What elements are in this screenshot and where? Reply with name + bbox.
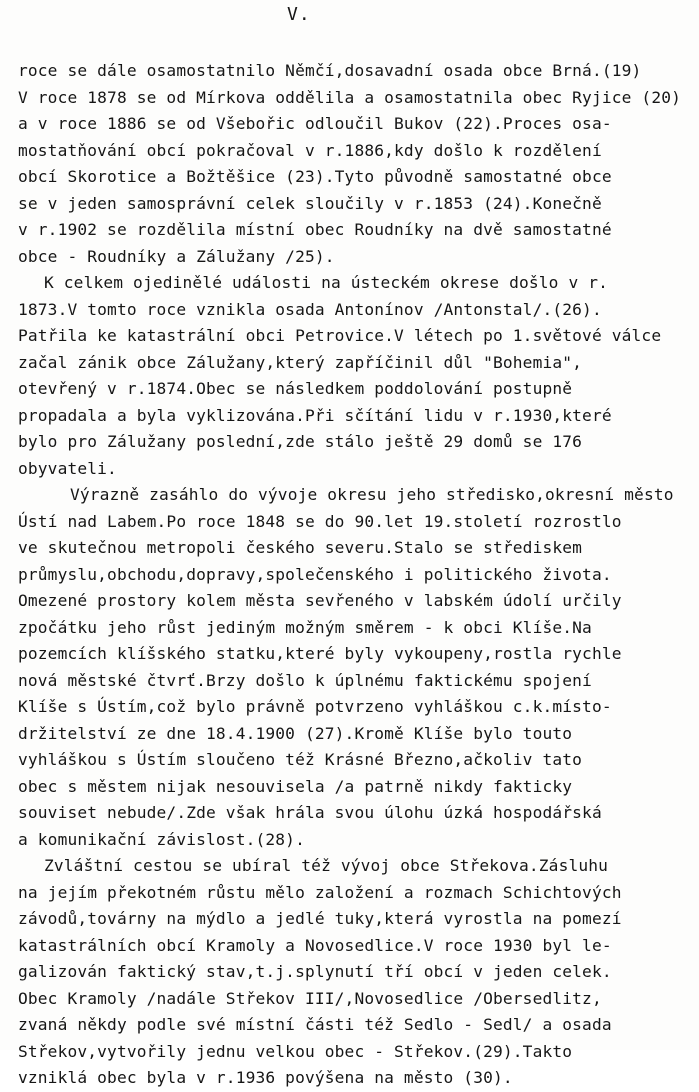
text-line: katastrálních obcí Kramoly a Novosedlice.V roce 1930 byl le- xyxy=(18,935,612,955)
text-line: propadala a byla vyklizována.Při sčítání lidu v r.1930,které xyxy=(18,405,612,425)
text-line: se v jeden samosprávní celek sloučily v r.1853 (24).Konečně xyxy=(18,193,602,213)
paragraph xyxy=(18,270,688,482)
text-line: začal zánik obce Zálužany,který zapříčinil důl "Bohemia", xyxy=(18,352,583,372)
text-line: v r.1902 se rozdělila místní obec Roudníky na dvě samostatné xyxy=(18,220,612,239)
text-line: bylo pro Zálužany poslední,zde stálo ještě 29 domů se 176 xyxy=(18,432,583,451)
text-line: roce se dále osamostatnilo Němčí,dosavadní osada obce Brná.(19) xyxy=(18,61,642,80)
text-line: obec s městem nijak nesouvisela /a patrně nikdy fakticky xyxy=(18,776,573,796)
page-number: V. xyxy=(287,4,311,25)
text-line: Ústí nad Labem.Po roce 1848 se do 90.let 19.století rozrostlo xyxy=(18,511,622,531)
paragraph xyxy=(18,482,688,853)
text-line: zvaná někdy podle své místní části též Sedlo - Sedl/ a osada xyxy=(18,1015,612,1034)
paragraph xyxy=(18,853,688,1092)
text-line: Obec Kramoly /nadále Střekov III/,Novosedlice /Obersedlitz, xyxy=(18,988,602,1008)
text-line: zpočátku jeho růst jediným možným směrem - k obci Klíše.Na xyxy=(18,617,592,637)
text-line: souviset nebude/.Zde však hrála svou úlohu úzká hospodářská xyxy=(18,803,602,822)
text-line: galizován faktický stav,t.j.splynutí tří obcí v jeden celek. xyxy=(18,962,612,981)
text-line: obcí Skorotice a Božtěšice (23).Tyto původně samostatné obce xyxy=(18,167,612,186)
text-line: a v roce 1886 se od Všebořic odloučil Bukov (22).Proces osa- xyxy=(18,114,612,133)
text-line: vyhláškou s Ústím sloučeno též Krásné Březno,ačkoliv tato xyxy=(18,750,583,769)
text-line: obce - Roudníky a Zálužany /25). xyxy=(18,246,335,266)
text-line: K celkem ojedinělé události na ústeckém okrese došlo v r. xyxy=(44,273,609,292)
text-line: ve skutečnou metropoli českého severu.Stalo se střediskem xyxy=(18,538,583,557)
text-line: pozemcích klíšského statku,které byly vykoupeny,rostla rychle xyxy=(18,644,622,663)
text-line: Zvláštní cestou se ubíral též vývoj obce Střekova.Zásluhu xyxy=(44,856,609,875)
text-line: Výrazně zasáhlo do vývoje okresu jeho středisko,okresní město xyxy=(70,485,674,504)
text-line: V roce 1878 se od Mírkova oddělila a osamostatnila obec Ryjice (20) xyxy=(18,87,682,107)
text-line: Omezené prostory kolem města sevřeného v labském údolí určily xyxy=(18,591,622,610)
paragraph xyxy=(18,58,688,270)
text-line: průmyslu,obchodu,dopravy,společenského i politického života. xyxy=(18,564,612,584)
text-line: otevřený v r.1874.Obec se následkem poddolování postupně xyxy=(18,379,573,398)
text-line: Patřila ke katastrální obci Petrovice.V létech po 1.světové válce xyxy=(18,326,662,345)
text-line: držitelství ze dne 18.4.1900 (27).Kromě Klíše bylo touto xyxy=(18,723,573,743)
text-line: nová městské čtvrť.Brzy došlo k úplnému faktickému spojení xyxy=(18,670,592,690)
text-line: na jejím překotném růstu mělo založení a rozmach Schichtových xyxy=(18,882,622,902)
text-line: vzniklá obec byla v r.1936 povýšena na město (30). xyxy=(18,1068,513,1087)
text-line: Klíše s Ústím,což bylo právně potvrzeno vyhláškou c.k.místo- xyxy=(18,697,612,716)
body-text xyxy=(18,58,688,1092)
text-line: mostatňování obcí pokračoval v r.1886,kdy došlo k rozdělení xyxy=(18,140,602,160)
text-line: závodů,továrny na mýdlo a jedlé tuky,která vyrostla na pomezí xyxy=(18,909,622,928)
text-line: 1873.V tomto roce vznikla osada Antonínov /Antonstal/.(26). xyxy=(18,299,602,319)
text-line: obyvateli. xyxy=(18,458,117,478)
text-line: a komunikační závislost.(28). xyxy=(18,829,305,849)
text-line: Střekov,vytvořily jednu velkou obec - Střekov.(29).Takto xyxy=(18,1041,573,1061)
